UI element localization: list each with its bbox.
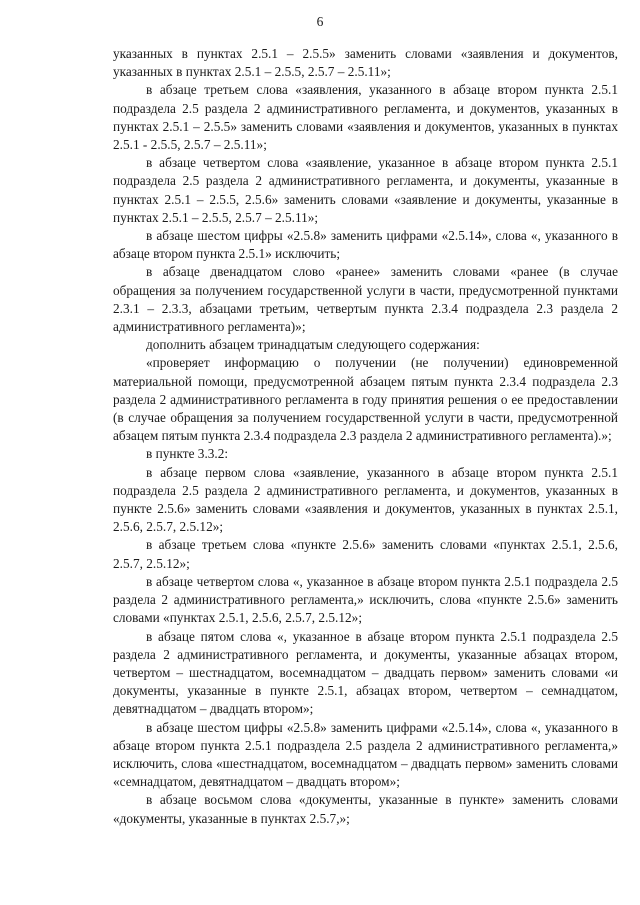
paragraph: в абзаце восьмом слова «документы, указанные в пункте» заменить словами «документы, указанные в пунктах 2.5.7,»;: [113, 792, 618, 826]
paragraph: в абзаце третьем слова «заявления, указанного в абзаце втором пункта 2.5.1 подраздела 2.5 раздела 2 административного регламента, и документов, указанных в пунктах 2.5.1 – 2.5.5» заменить словами «заявления и документов, указанных в пунктах 2.5.1 - 2.5.5, 2.5.7 – 2.5.11»;: [113, 82, 618, 153]
paragraph: в абзаце первом слова «заявление, указанного в абзаце втором пункта 2.5.1 подраздела 2.5 раздела 2 административного регламента, и документов, указанных в пункте 2.5.6» заменить словами «заявления и документов, указанных в пунктах 2.5.1, 2.5.6, 2.5.7, 2.5.12»;: [113, 464, 618, 535]
paragraph: в абзаце шестом цифры «2.5.8» заменить цифрами «2.5.14», слова «, указанного в абзаце втором пункта 2.5.1» исключить;: [113, 228, 618, 262]
paragraph: дополнить абзацем тринадцатым следующего содержания:: [146, 337, 480, 353]
paragraph: в абзаце четвертом слова «, указанное в абзаце втором пункта 2.5.1 подраздела 2.5 раздела 2 административного регламента,» исключить, слова «пункте 2.5.6» заменить словами «пунктах 2.5.1, 2.5.6, 2.5.7, 2.5.12»;: [113, 573, 618, 626]
paragraph: «проверяет информацию о получении (не получении) единовременной материальной помощи, предусмотренной абзацем пятым пункта 2.3.4 подраздела 2.3 раздела 2 административного регламента в году принятия решения о ее предоставлении (в случае обращения за получением государственной услуги в части, предусмотренной абзацем пятым пункта 2.3.4 подраздела 2.3 раздела 2 административного регламента).»;: [113, 355, 618, 444]
paragraph: в абзаце третьем слова «пункте 2.5.6» заменить словами «пунктах 2.5.1, 2.5.6, 2.5.7, 2.5.12»;: [113, 537, 618, 571]
page-number: 6: [316, 14, 324, 29]
paragraph: в абзаце двенадцатом слово «ранее» заменить словами «ранее (в случае обращения за получением государственной услуги в части, предусмотренной пунктами 2.3.1 – 2.3.3, абзацами третьим, четвертым пункта 2.3.4 подраздела 2.3 раздела 2 административного регламента)»;: [113, 264, 618, 335]
paragraph: в абзаце пятом слова «, указанное в абзаце втором пункта 2.5.1 подраздела 2.5 раздела 2 административного регламента, и документы, указанные абзацах втором, четвертом – шестнадцатом, восемнадцатом – двадцать первом» заменить словами «и документы, указанные в пункте 2.5.1, абзацах втором, четвертом – семнадцатом, девятнадцатом – двадцать втором»;: [113, 628, 618, 717]
paragraph: в пункте 3.3.2:: [146, 446, 229, 462]
document-body: [113, 45, 618, 828]
paragraph: в абзаце четвертом слова «заявление, указанное в абзаце втором пункта 2.5.1 подраздела 2.5 раздела 2 административного регламента, и документы, указанные в пунктах 2.5.1 – 2.5.5, 2.5.6» заменить словами «заявление и документы, указанные в пунктах 2.5.1 – 2.5.5, 2.5.7 – 2.5.11»;: [113, 155, 618, 225]
paragraph: указанных в пунктах 2.5.1 – 2.5.5» заменить словами «заявления и документов, указанных в пунктах 2.5.1 – 2.5.5, 2.5.7 – 2.5.11»;: [113, 46, 618, 80]
paragraph: в абзаце шестом цифры «2.5.8» заменить цифрами «2.5.14», слова «, указанного в абзаце втором пункта 2.5.1 подраздела 2.5 раздела 2 административного регламента,» исключить, слова «шестнадцатом, восемнадцатом – двадцать первом» заменить словами «семнадцатом, девятнадцатом – двадцать втором»;: [113, 719, 618, 790]
